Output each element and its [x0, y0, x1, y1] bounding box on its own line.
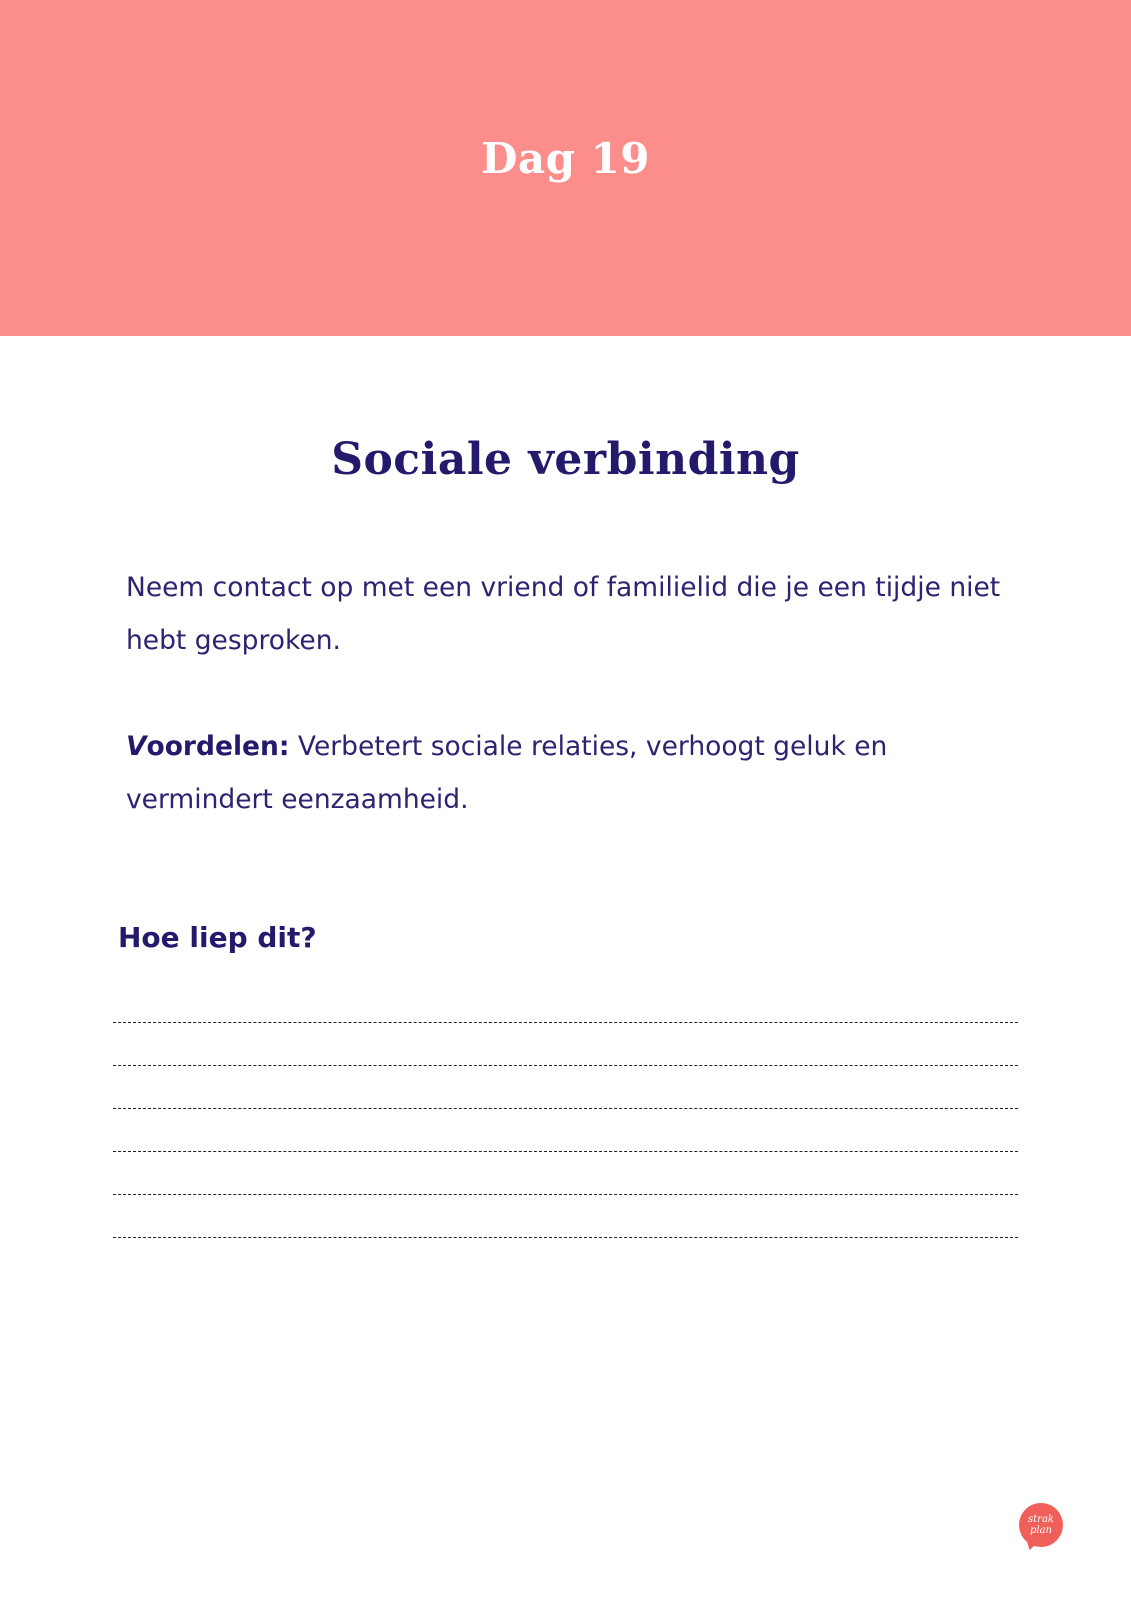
section-title: Sociale verbinding	[331, 434, 800, 485]
answer-line[interactable]	[113, 1065, 1018, 1066]
benefits-label	[126, 731, 289, 762]
answer-lines	[113, 1022, 1018, 1280]
benefits-label-initial: V	[126, 731, 147, 762]
logo-line-2: plan	[1029, 1525, 1052, 1536]
logo-line-1: strak	[1028, 1514, 1054, 1525]
answer-line[interactable]	[113, 1237, 1018, 1238]
answer-line[interactable]	[113, 1108, 1018, 1109]
benefits-paragraph	[126, 720, 1006, 826]
benefits-text: Verbetert sociale relaties, verhoogt geluk en vermindert eenzaamheid.	[126, 731, 888, 815]
answer-line[interactable]	[113, 1194, 1018, 1195]
benefits-label-rest: oordelen:	[146, 731, 290, 762]
brand-logo-icon	[1019, 1503, 1063, 1547]
day-title: Dag 19	[480, 134, 651, 183]
reflection-question: Hoe liep dit?	[118, 921, 317, 954]
answer-line[interactable]	[113, 1151, 1018, 1152]
answer-line[interactable]	[113, 1022, 1018, 1023]
instruction-text: Neem contact op met een vriend of familielid die je een tijdje niet hebt gesproken.	[126, 572, 1001, 656]
